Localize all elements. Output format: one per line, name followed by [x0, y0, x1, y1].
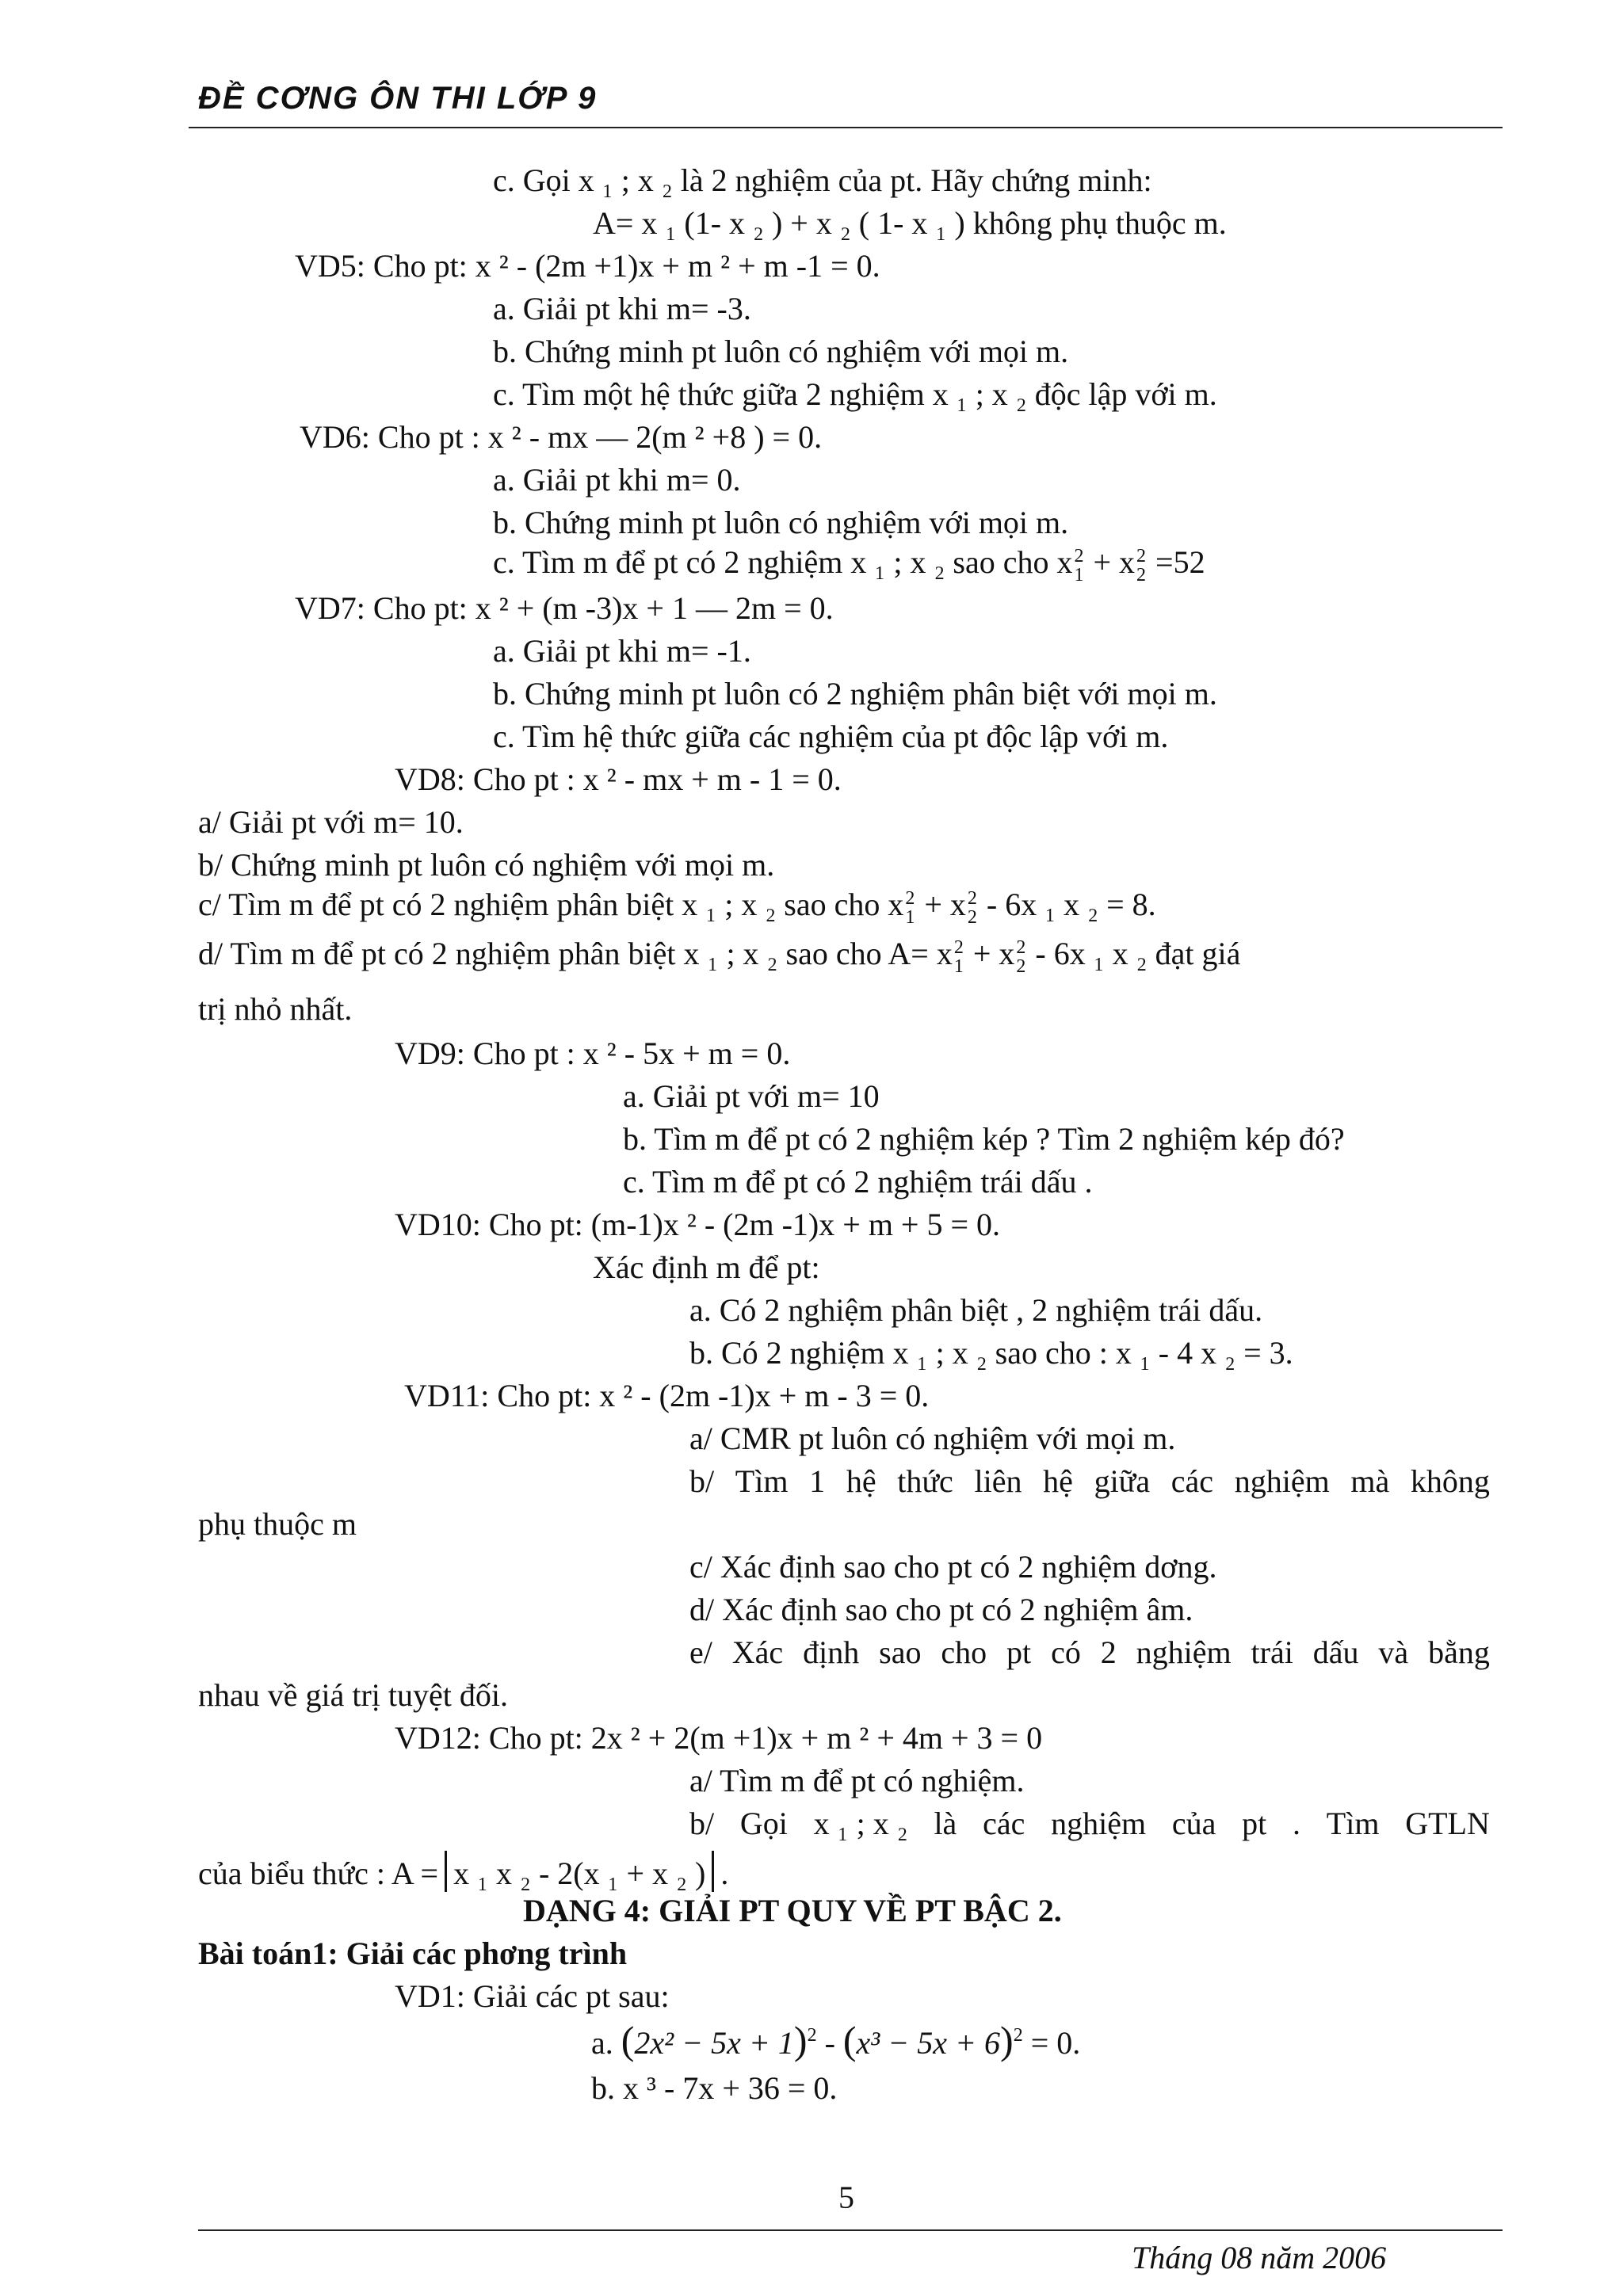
line-vd10b: b. Có 2 nghiệm x ₁ ; x ₂ sao cho : x ₁ - 4 x ₂ = 3.	[689, 1335, 1293, 1371]
line-vd6c	[493, 544, 1205, 585]
vd8d-text: d/ Tìm m để pt có 2 nghiệm phân biệt x ₁ ; x ₂ sao cho A= x	[198, 936, 953, 972]
line-vd5c: c. Tìm một hệ thức giữa 2 nghiệm x ₁ ; x ₂ độc lập với m.	[493, 376, 1217, 412]
vd6c-end: =52	[1148, 544, 1205, 581]
line-vd6a: a. Giải pt khi m= 0.	[493, 462, 741, 498]
vd8d-end: - 6x ₁ x ₂ đạt giá	[1027, 936, 1241, 972]
line-vd8d2: trị nhỏ nhất.	[198, 991, 353, 1027]
line-vd11a: a/ CMR pt luôn có nghiệm với mọi m.	[689, 1421, 1176, 1456]
line-vd5b: b. Chứng minh pt luôn có nghiệm với mọi m.	[493, 334, 1069, 369]
line-vd1b: b. x ³ - 7x + 36 = 0.	[591, 2070, 838, 2106]
line-vd12: VD12: Cho pt: 2x ² + 2(m +1)x + m ² + 4m + 3 = 0	[395, 1720, 1043, 1756]
line-vd5: VD5: Cho pt: x ² - (2m +1)x + m ² + m -1 = 0.	[295, 248, 880, 284]
line-vd11d: d/ Xác định sao cho pt có 2 nghiệm âm.	[689, 1592, 1193, 1627]
vd6c-ss1: 2 1	[1074, 546, 1084, 585]
page-number: 5	[838, 2180, 854, 2215]
vd6c-ss2: 2 2	[1136, 546, 1147, 585]
vd8c-plus: + x	[916, 887, 966, 923]
line-vd11: VD11: Cho pt: x ² - (2m -1)x + m - 3 = 0.	[404, 1378, 930, 1413]
line-vd10a: a. Có 2 nghiệm phân biệt , 2 nghiệm trái dấu.	[689, 1292, 1263, 1328]
line-vd8a: a/ Giải pt với m= 10.	[198, 804, 464, 840]
vd8d-ss2: 2 2	[1016, 937, 1026, 977]
line-vd8b: b/ Chứng minh pt luôn có nghiệm với mọi m.	[198, 847, 775, 883]
abs-bar-left	[445, 1851, 447, 1892]
vd1a-sq1: 2	[807, 2025, 817, 2046]
line-vd11c: c/ Xác định sao cho pt có 2 nghiệm dơng.	[689, 1549, 1217, 1585]
vd1a-left: 2x² − 5x + 1	[634, 2025, 794, 2061]
line-vd1a	[591, 2020, 1080, 2060]
vd12b2-end: .	[720, 1855, 729, 1891]
line-vd11b2: phụ thuộc m	[198, 1506, 357, 1542]
line-vd5a: a. Giải pt khi m= -3.	[493, 291, 751, 326]
line-vd6: VD6: Cho pt : x ² - mx — 2(m ² +8 ) = 0.	[300, 419, 823, 455]
line-vd10: VD10: Cho pt: (m-1)x ² - (2m -1)x + m + 5 = 0.	[395, 1207, 1001, 1242]
line-vd9: VD9: Cho pt : x ² - 5x + m = 0.	[395, 1035, 791, 1071]
paren-open-2: (	[842, 2018, 857, 2062]
line-vd12b2	[198, 1851, 728, 1892]
line-vd7c: c. Tìm hệ thức giữa các nghiệm của pt độc lập với m.	[493, 719, 1169, 754]
line-vd7a: a. Giải pt khi m= -1.	[493, 633, 751, 669]
line-vd7: VD7: Cho pt: x ² + (m -3)x + 1 — 2m = 0.	[295, 590, 834, 626]
header-rule	[189, 127, 1503, 128]
line-vd12b: b/ Gọi x ₁ ; x ₂ là các nghiệm của pt . Tìm GTLN	[689, 1806, 1490, 1841]
line-vd6b: b. Chứng minh pt luôn có nghiệm với mọi m.	[493, 505, 1069, 540]
line-vd9b: b. Tìm m để pt có 2 nghiệm kép ? Tìm 2 nghiệm kép đó?	[623, 1121, 1345, 1157]
vd8c-ss1: 2 1	[905, 888, 915, 928]
vd8c-text: c/ Tìm m để pt có 2 nghiệm phân biệt x ₁ ; x ₂ sao cho x	[198, 887, 904, 923]
vd8d-ss1: 2 1	[953, 937, 964, 977]
vd6c-text: c. Tìm m để pt có 2 nghiệm x ₁ ; x ₂ sao cho x	[493, 544, 1073, 581]
line-vd12a: a/ Tìm m để pt có nghiệm.	[689, 1763, 1025, 1798]
vd8d-plus: + x	[964, 936, 1015, 972]
line-vd11b: b/ Tìm 1 hệ thức liên hệ giữa các nghiệm mà không	[689, 1463, 1490, 1499]
line-vd8: VD8: Cho pt : x ² - mx + m - 1 = 0.	[395, 761, 842, 797]
footer-date: Tháng 08 năm 2006	[1132, 2240, 1387, 2275]
section-dang4: DẠNG 4: GIẢI PT QUY VỀ PT BẬC 2.	[523, 1893, 1062, 1928]
line-c4b: A= x ₁ (1- x ₂ ) + x ₂ ( 1- x ₁ ) không phụ thuộc m.	[593, 205, 1227, 241]
paren-close-2: )	[1000, 2018, 1014, 2062]
abs-bar-right	[712, 1851, 714, 1892]
vd1a-sq2: 2	[1013, 2025, 1023, 2046]
section-bt1: Bài toán1: Giải các phơng trình	[198, 1936, 628, 1971]
vd1a-label: a.	[591, 2025, 613, 2061]
line-vd9c: c. Tìm m để pt có 2 nghiệm trái dấu .	[623, 1164, 1093, 1199]
line-vd7b: b. Chứng minh pt luôn có 2 nghiệm phân biệt với mọi m.	[493, 676, 1217, 711]
vd12b2-text: của biểu thức : A =	[198, 1855, 439, 1891]
footer-rule	[198, 2229, 1503, 2231]
vd6c-plus: + x	[1085, 544, 1136, 581]
vd1a-minus: -	[816, 2025, 843, 2061]
line-vd1: VD1: Giải các pt sau:	[395, 1978, 670, 2014]
line-c4: c. Gọi x ₁ ; x ₂ là 2 nghiệm của pt. Hãy chứng minh:	[493, 162, 1152, 198]
vd1a-right: x³ − 5x + 6	[856, 2025, 1001, 2061]
paren-close: )	[793, 2018, 808, 2062]
line-vd11e: e/ Xác định sao cho pt có 2 nghiệm trái dấu và bằng	[689, 1634, 1490, 1670]
line-vd11e2: nhau về giá trị tuyệt đối.	[198, 1677, 509, 1713]
paren-open: (	[621, 2018, 635, 2062]
vd8c-end: - 6x ₁ x ₂ = 8.	[978, 887, 1156, 923]
line-vd9a: a. Giải pt với m= 10	[623, 1078, 880, 1114]
vd1a-end: = 0.	[1022, 2025, 1081, 2061]
header-title: ĐỀ CƠNG ÔN THI LỚP 9	[198, 81, 598, 116]
vd12b2-expr: x ₁ x ₂ - 2(x ₁ + x ₂ )	[453, 1855, 706, 1891]
vd8c-ss2: 2 2	[967, 888, 977, 928]
line-vd10x: Xác định m để pt:	[593, 1249, 820, 1285]
line-vd8d	[198, 938, 1240, 976]
line-vd8c	[198, 889, 1156, 927]
